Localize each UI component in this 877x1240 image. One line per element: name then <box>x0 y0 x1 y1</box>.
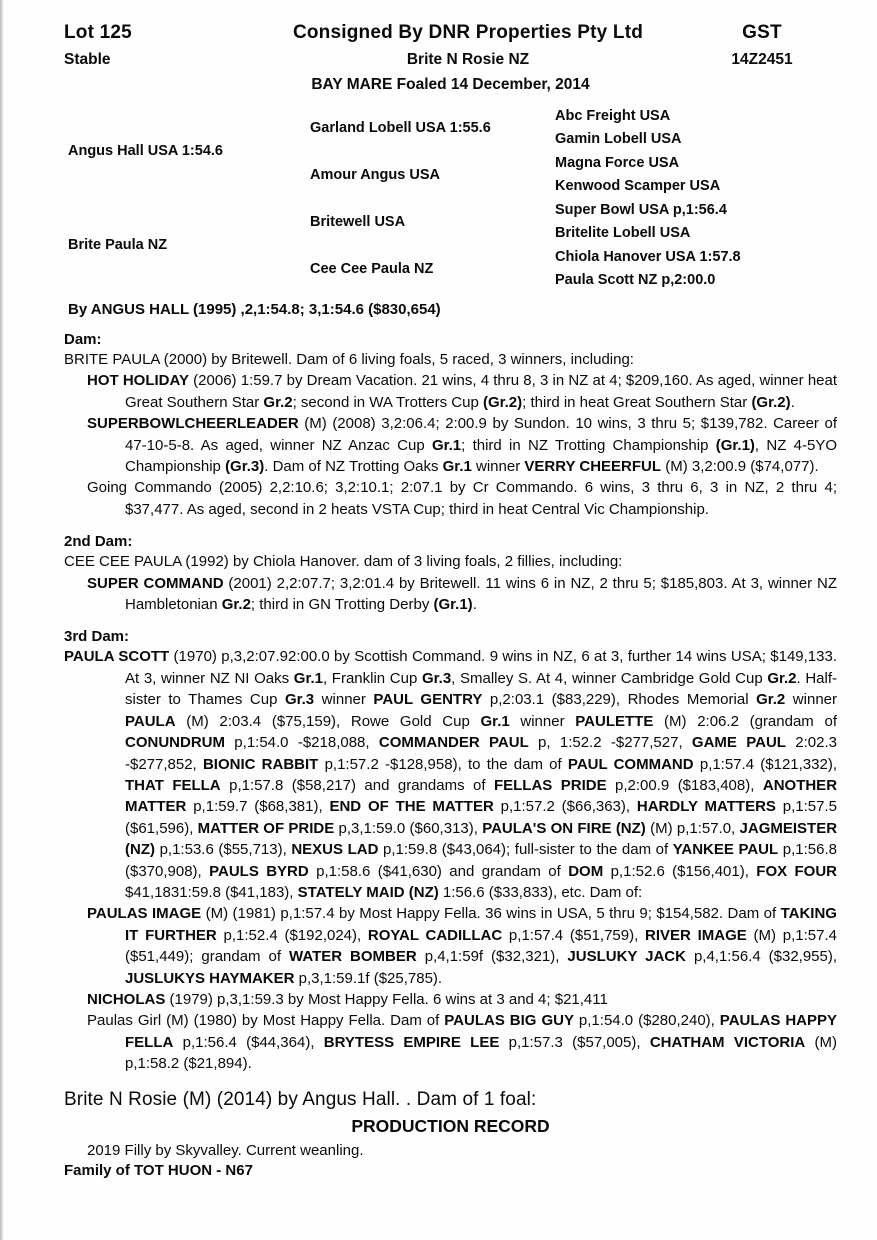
emphasized-name: Gr.1 <box>431 436 462 454</box>
pedigree-ancestor: Chiola Hanover USA 1:57.8 <box>555 248 741 265</box>
pedigree-ancestor: Super Bowl USA p,1:56.4 <box>555 201 727 218</box>
emphasized-name: DOM <box>568 862 604 880</box>
emphasized-name: CHATHAM VICTORIA <box>649 1033 806 1051</box>
section-heading: 3rd Dam: <box>64 628 130 646</box>
text-segment: ; third in GN Trotting Derby <box>250 596 434 614</box>
text-segment: winner <box>785 691 837 709</box>
emphasized-name: Gr.3 <box>284 691 315 709</box>
sire-note: By ANGUS HALL (1995) ,2,1:54.8; 3,1:54.6 ($830,654) <box>68 301 441 318</box>
emphasized-name: JUSLUKYS HAYMAKER <box>125 969 295 987</box>
text-segment: . Dam of NZ Trotting Oaks <box>264 458 443 476</box>
text-segment: p,1:57.2 ($66,363), <box>493 798 637 816</box>
emphasized-name: YANKEE PAUL <box>672 841 779 859</box>
text-segment: . <box>790 393 795 411</box>
pedigree-table <box>64 104 837 292</box>
emphasized-name: HOT HOLIDAY <box>87 372 189 390</box>
emphasized-name: ROYAL CADILLAC <box>367 926 503 944</box>
text-segment: ; second in WA Trotters Cup <box>292 393 483 411</box>
emphasized-name: WATER BOMBER <box>289 948 417 966</box>
production-record-title: PRODUCTION RECORD <box>351 1115 550 1136</box>
pedigree-ancestor: Magna Force USA <box>555 154 680 171</box>
pedigree-ancestor: Brite Paula NZ <box>68 237 168 253</box>
pedigree-ancestor: Garland Lobell USA 1:55.6 <box>310 119 491 136</box>
text-segment: (2001) 2,2:07.7; 3,2:01.4 by Britewell. 11 wins 6 in NZ, 2 thru 5; $185,803. At 3, winner NZ Hambletonian <box>125 574 838 614</box>
emphasized-name: RIVER IMAGE <box>645 926 747 944</box>
emphasized-name: (Gr.1) <box>715 436 755 454</box>
pedigree-gen3-column <box>555 104 837 292</box>
emphasized-name: PAULS BYRD <box>209 862 309 880</box>
pedigree-ancestor: Abc Freight USA <box>555 107 671 124</box>
lot-number: Lot 125 <box>64 22 132 43</box>
text-segment: (M) p,1:58.2 ($21,894). <box>125 1033 838 1073</box>
pedigree-ancestor: Kenwood Scamper USA <box>555 178 721 195</box>
dam-sections <box>64 331 837 1075</box>
text-segment: p,1:57.4 ($121,332), <box>693 755 837 773</box>
text-segment: p,4,1:56.4 ($32,955), <box>685 948 838 966</box>
emphasized-name: MATTER OF PRIDE <box>197 819 335 837</box>
emphasized-name: (Gr.2) <box>482 393 523 411</box>
emphasized-name: ANOTHER MATTER <box>125 776 838 816</box>
pedigree-ancestor: Amour Angus USA <box>310 166 440 183</box>
pedigree-paragraph <box>64 413 837 477</box>
pedigree-ancestor: Britelite Lobell USA <box>555 225 691 242</box>
emphasized-name: BRYTESS EMPIRE LEE <box>323 1033 500 1051</box>
mare-produce-line: Brite N Rosie (M) (2014) by Angus Hall. . Dam of 1 foal: <box>64 1088 537 1110</box>
pedigree-ancestor: Gamin Lobell USA <box>555 131 682 148</box>
emphasized-name: PAULAS BIG GUY <box>444 1012 574 1030</box>
emphasized-name: PAULA'S ON FIRE (NZ) <box>482 819 646 837</box>
horse-name: Brite N Rosie NZ <box>406 51 530 68</box>
production-record-item: 2019 Filly by Skyvalley. Current weanling. <box>87 1141 364 1159</box>
emphasized-name: NICHOLAS <box>87 990 166 1008</box>
emphasized-name: Gr.2 <box>767 669 797 687</box>
pedigree-gen2-column <box>310 104 555 292</box>
text-segment: p,1:57.2 -$128,958), to the dam of <box>318 755 568 773</box>
emphasized-name: BIONIC RABBIT <box>202 755 319 773</box>
emphasized-name: PAULAS IMAGE <box>87 905 202 923</box>
text-segment: (M) (2008) 3,2:06.4; 2:00.9 by Sundon. 10 wins, 3 thru 5; $139,782. Career of 47-10-5-8. As aged, winner NZ Anzac Cup <box>125 415 837 454</box>
text-segment: ; third in NZ Trotting Championship <box>461 436 716 454</box>
gst-label: GST <box>742 22 782 43</box>
emphasized-name: PAUL COMMAND <box>567 755 694 773</box>
emphasized-name: STATELY MAID (NZ) <box>297 883 439 901</box>
page-header <box>64 22 837 69</box>
emphasized-name: Gr.3 <box>421 669 452 687</box>
emphasized-name: TAKING IT FURTHER <box>125 905 837 944</box>
text-segment: (M) (1981) p,1:57.4 by Most Happy Fella. 36 wins in USA, 5 thru 9; $154,582. Dam of <box>201 905 781 923</box>
emphasized-name: PAULETTE <box>575 712 654 730</box>
pedigree-paragraph <box>64 903 837 989</box>
emphasized-name: Gr.1 <box>442 458 472 476</box>
text-segment: p,1:54.0 -$218,088, <box>225 734 379 752</box>
pedigree-paragraph <box>64 989 837 1010</box>
emphasized-name: PAUL GENTRY <box>373 691 483 709</box>
pedigree-paragraph <box>64 551 837 572</box>
text-segment: . <box>472 596 477 614</box>
text-segment: p,2:00.9 ($183,408), <box>606 776 763 794</box>
text-segment: p, 1:52.2 -$277,527, <box>528 734 692 752</box>
text-segment: (1970) p,3,2:07.92:00.0 by Scottish Command. 9 wins in NZ, 6 at 3, further 14 wins USA; $149,133. At 3, winner NZ NI Oaks <box>125 648 837 687</box>
text-segment: p,1:53.6 ($55,713), <box>155 841 292 859</box>
text-segment: winner <box>509 712 576 730</box>
text-segment: 1:56.6 ($33,833), etc. Dam of: <box>438 883 643 901</box>
foaled-line: BAY MARE Foaled 14 December, 2014 <box>311 76 590 93</box>
text-segment: p,1:57.4 ($51,759), <box>502 926 646 944</box>
text-segment: p,4,1:59f ($32,321), <box>416 948 568 966</box>
pedigree-paragraph <box>64 646 837 903</box>
emphasized-name: Gr.1 <box>293 669 323 687</box>
text-segment: , Smalley S. At 4, winner Cambridge Gold Cup <box>451 669 768 687</box>
section-heading: Dam: <box>64 331 102 348</box>
text-segment: p,1:56.4 ($44,364), <box>173 1033 324 1051</box>
emphasized-name: PAULAS HAPPY FELLA <box>125 1012 838 1051</box>
pedigree-ancestor: Angus Hall USA 1:54.6 <box>68 143 223 159</box>
text-segment: (M) 3,2:00.9 ($74,077). <box>661 458 819 476</box>
text-segment: . Half-sister to Thames Cup <box>125 669 837 709</box>
emphasized-name: THAT FELLA <box>125 776 221 794</box>
text-segment: (2006) 1:59.7 by Dream Vacation. 21 wins, 4 thru 8, 3 in NZ at 4; $209,160. As aged, winner heat Great Southern Star <box>125 372 838 411</box>
pedigree-ancestor: Cee Cee Paula NZ <box>310 260 434 277</box>
emphasized-name: GAME PAUL <box>691 734 786 752</box>
emphasized-name: Gr.1 <box>480 712 510 730</box>
text-segment: winner <box>471 458 525 476</box>
text-segment: p,1:57.5 ($61,596), <box>125 798 837 837</box>
emphasized-name: PAULA <box>125 712 176 730</box>
emphasized-name: PAULA SCOTT <box>64 648 170 666</box>
emphasized-name: END OF THE MATTER <box>329 798 494 816</box>
text-segment: p,1:52.6 ($156,401), <box>603 862 757 880</box>
emphasized-name: COMMANDER PAUL <box>378 734 529 752</box>
emphasized-name: Gr.2 <box>221 596 251 614</box>
text-segment: p,2:03.1 ($83,229), Rhodes Memorial <box>482 691 757 709</box>
text-segment: BRITE PAULA (2000) by Britewell. Dam of 6 living foals, 5 raced, 3 winners, including: <box>64 351 634 368</box>
text-segment: Paulas Girl (M) (1980) by Most Happy Fella. Dam of <box>87 1012 445 1030</box>
text-segment: p,1:59.7 ($68,381), <box>186 798 330 816</box>
text-segment: p,3,1:59.0 ($60,313), <box>334 819 483 837</box>
text-segment: p,3,1:59.1f ($25,785). <box>294 969 443 987</box>
text-segment: p,1:54.0 ($280,240), <box>573 1012 720 1030</box>
family-line: Family of TOT HUON - N67 <box>64 1161 253 1179</box>
text-segment: p,1:57.3 ($57,005), <box>499 1033 650 1051</box>
emphasized-name: Gr.2 <box>263 393 293 411</box>
pedigree-paragraph <box>64 477 837 520</box>
pedigree-ancestor: Britewell USA <box>310 213 406 230</box>
text-segment: winner <box>314 691 374 709</box>
emphasized-name: JUSLUKY JACK <box>567 948 686 966</box>
text-segment: , NZ 4-5YO Championship <box>125 436 837 476</box>
text-segment: , Franklin Cup <box>322 669 422 687</box>
emphasized-name: CONUNDRUM <box>125 734 225 752</box>
section-heading: 2nd Dam: <box>64 533 133 551</box>
text-segment: ; third in heat Great Southern Star <box>522 393 752 411</box>
emphasized-name: SUPERBOWLCHEERLEADER <box>87 415 299 433</box>
emphasized-name: (Gr.1) <box>433 596 473 614</box>
text-segment: (M) p,1:57.4 ($51,449); grandam of <box>125 926 837 966</box>
pedigree-paragraph <box>64 349 837 370</box>
catalog-id: 14Z2451 <box>731 51 793 68</box>
text-segment: (M) 2:03.4 ($75,159), Rowe Gold Cup <box>175 712 481 730</box>
text-segment: p,1:59.8 ($43,064); full-sister to the dam of <box>378 841 673 859</box>
text-segment: 2:02.3 -$277,852, <box>125 734 837 773</box>
text-segment: (1979) p,3,1:59.3 by Most Happy Fella. 6 wins at 3 and 4; $21,411 <box>165 990 608 1008</box>
text-segment: Going Commando (2005) 2,2:10.6; 3,2:10.1; 2:07.1 by Cr Commando. 6 wins, 3 thru 6, 3 in NZ, 2 thru 4; $37,477. As aged, second in 2 heats VSTA Cup; third in heat Central Vic Championship. <box>87 479 837 518</box>
emphasized-name: Gr.2 <box>756 691 786 709</box>
text-segment: p,1:52.4 ($192,024), <box>216 926 368 944</box>
text-segment: p,1:58.6 ($41,630) and grandam of <box>308 862 569 880</box>
emphasized-name: JAGMEISTER (NZ) <box>125 819 838 859</box>
consignor-title: Consigned By DNR Properties Pty Ltd <box>292 22 644 43</box>
text-segment: $41,1831:59.8 ($41,183), <box>125 883 298 901</box>
pedigree-paragraph <box>64 1010 837 1074</box>
text-segment: p,1:56.8 ($370,908), <box>125 841 837 880</box>
pedigree-gen1-column <box>64 104 310 292</box>
pedigree-ancestor: Paula Scott NZ p,2:00.0 <box>555 272 716 289</box>
pedigree-paragraph <box>64 573 837 616</box>
text-segment: CEE CEE PAULA (1992) by Chiola Hanover. dam of 3 living foals, 2 fillies, including: <box>64 553 623 571</box>
stable-label: Stable <box>64 51 111 68</box>
text-segment: (M) p,1:57.0, <box>645 819 740 837</box>
emphasized-name: (Gr.3) <box>225 458 265 476</box>
pedigree-paragraph <box>64 370 837 413</box>
emphasized-name: (Gr.2) <box>751 393 791 411</box>
emphasized-name: HARDLY MATTERS <box>636 798 776 816</box>
emphasized-name: FELLAS PRIDE <box>493 776 607 794</box>
emphasized-name: VERRY CHEERFUL <box>524 458 662 476</box>
emphasized-name: SUPER COMMAND <box>87 574 224 592</box>
text-segment: (M) 2:06.2 (grandam of <box>653 712 837 730</box>
text-segment: p,1:57.8 ($58,217) and grandams of <box>220 776 494 794</box>
emphasized-name: FOX FOUR <box>756 862 838 880</box>
emphasized-name: NEXUS LAD <box>291 841 379 859</box>
